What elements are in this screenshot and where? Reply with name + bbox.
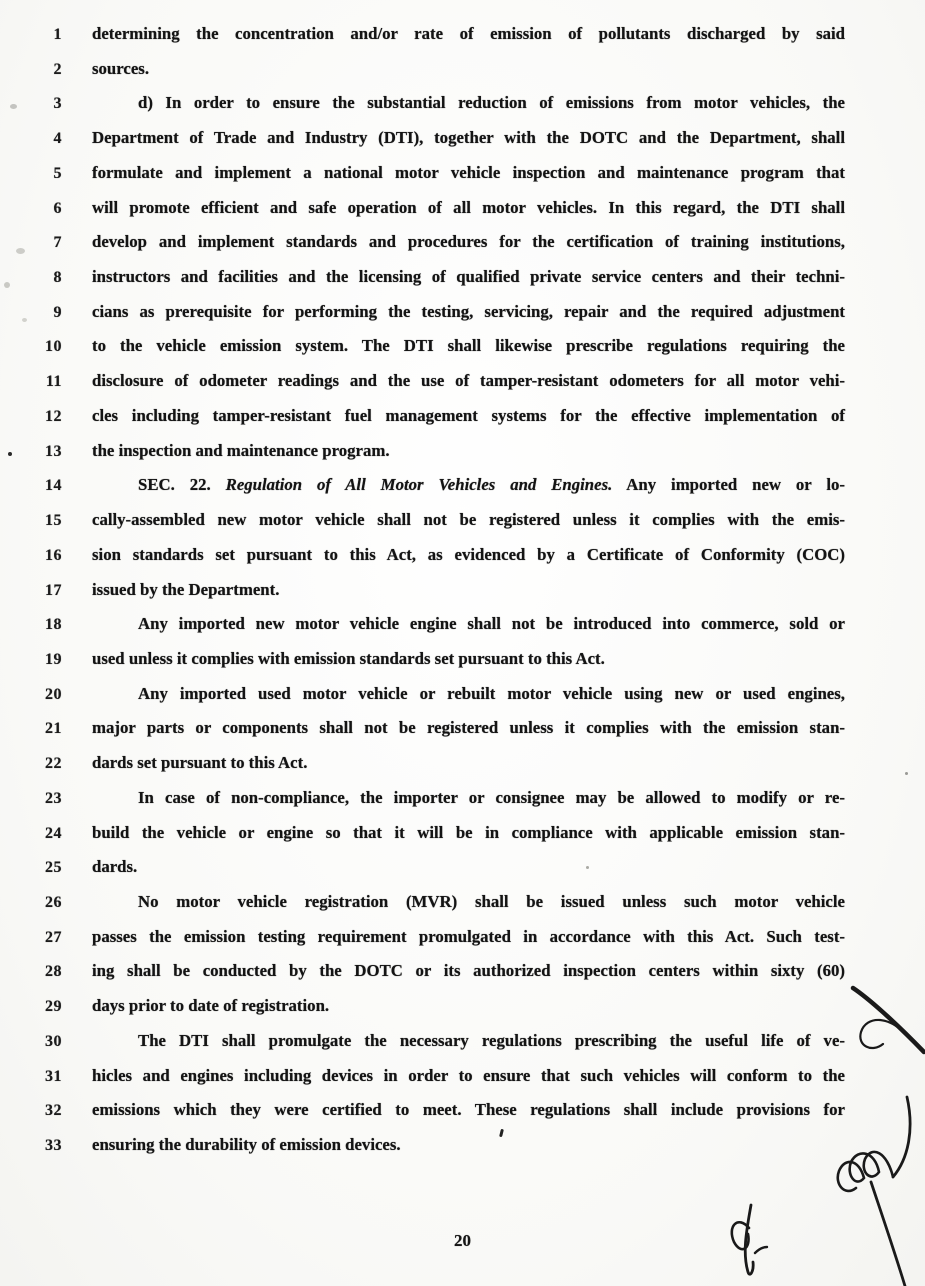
text-line [0, 59, 925, 94]
text-line [0, 545, 925, 580]
page-number: 20 [454, 1231, 471, 1250]
text-line [0, 24, 925, 59]
text-line [0, 406, 925, 441]
line-container [0, 24, 925, 1170]
line-number: 24 [45, 824, 62, 842]
line-number: 25 [45, 859, 62, 877]
line-text: emissions which they were certified to meet. These regulations shall include provisions for [92, 1100, 845, 1120]
line-text: disclosure of odometer readings and the use of tamper-resistant odometers for all motor vehi- [92, 371, 845, 391]
line-text-segment: SEC. 22. [138, 475, 226, 495]
line-text: d) In order to ensure the substantial reduction of emissions from motor vehicles, the [138, 93, 845, 113]
text-line [0, 1135, 925, 1170]
line-number: 18 [45, 616, 62, 634]
line-text: sources. [92, 58, 150, 78]
line-text: The DTI shall promulgate the necessary regulations prescribing the useful life of ve- [138, 1030, 845, 1050]
text-line [0, 580, 925, 615]
line-number: 29 [45, 998, 62, 1016]
line-text: passes the emission testing requirement promulgated in accordance with this Act. Such test- [92, 926, 845, 946]
text-line [0, 1066, 925, 1101]
line-number: 10 [45, 338, 62, 356]
text-line [0, 718, 925, 753]
line-number: 11 [45, 373, 62, 391]
text-line [0, 336, 925, 371]
text-line [0, 857, 925, 892]
line-number: 7 [53, 234, 62, 252]
line-number: 19 [45, 650, 62, 668]
line-text: days prior to date of registration. [92, 996, 330, 1016]
text-line [0, 267, 925, 302]
line-text: cles including tamper-resistant fuel management systems for the effective implementation of [92, 405, 845, 425]
line-text: will promote efficient and safe operation of all motor vehicles. In this regard, the DTI shall [92, 197, 845, 217]
line-number: 9 [53, 303, 62, 321]
text-line [0, 823, 925, 858]
line-number: 12 [45, 407, 62, 425]
text-line [0, 510, 925, 545]
line-text: Department of Trade and Industry (DTI), together with the DOTC and the Department, shall [92, 128, 845, 148]
line-text: develop and implement standards and procedures for the certification of training institutions, [92, 232, 845, 252]
text-line [0, 93, 925, 128]
line-text: ing shall be conducted by the DOTC or its authorized inspection centers within sixty (60) [92, 961, 845, 981]
line-number: 17 [45, 581, 62, 599]
line-number: 8 [53, 269, 62, 287]
text-line [0, 475, 925, 510]
text-line [0, 1100, 925, 1135]
line-text: dards set pursuant to this Act. [92, 753, 308, 773]
scan-speck [905, 772, 908, 775]
line-text: formulate and implement a national motor vehicle inspection and maintenance program that [92, 162, 845, 182]
text-line [0, 892, 925, 927]
line-text: hicles and engines including devices in order to ensure that such vehicles will conform to the [92, 1065, 845, 1085]
line-text: issued by the Department. [92, 579, 280, 599]
line-number: 31 [45, 1067, 62, 1085]
text-line [0, 649, 925, 684]
line-text: cians as prerequisite for performing the testing, servicing, repair and the required adjustment [92, 301, 845, 321]
text-line [0, 1031, 925, 1066]
line-number: 21 [45, 720, 62, 738]
line-text-segment: Any imported new or lo- [612, 475, 845, 495]
line-number: 16 [45, 546, 62, 564]
line-number: 1 [53, 26, 62, 43]
line-text: used unless it complies with emission standards set pursuant to this Act. [92, 648, 605, 668]
line-text: determining the concentration and/or rate of emission of pollutants discharged by said [92, 24, 845, 43]
line-number: 26 [45, 893, 62, 911]
line-number: 13 [45, 442, 62, 460]
text-line [0, 128, 925, 163]
text-line [0, 371, 925, 406]
scan-speck [586, 866, 589, 869]
text-line [0, 753, 925, 788]
section-title-italic: Regulation of All Motor Vehicles and Engines. [225, 475, 613, 495]
line-text: In case of non-compliance, the importer or consignee may be allowed to modify or re- [138, 787, 845, 807]
line-number: 6 [53, 199, 62, 217]
line-number: 33 [45, 1137, 62, 1154]
line-number: 4 [53, 130, 62, 148]
line-number: 30 [45, 1032, 62, 1050]
line-text: instructors and facilities and the licensing of qualified private service centers and their techni- [92, 267, 845, 287]
line-number: 15 [45, 512, 62, 530]
line-text: No motor vehicle registration (MVR) shall be issued unless such motor vehicle [138, 891, 845, 911]
line-text: ensuring the durability of emission devices. [92, 1135, 401, 1154]
line-text: the inspection and maintenance program. [92, 440, 390, 460]
line-number: 14 [45, 477, 62, 495]
line-number: 5 [53, 164, 62, 182]
text-line [0, 163, 925, 198]
line-text: Any imported new motor vehicle engine shall not be introduced into commerce, sold or [138, 614, 845, 634]
scan-speck [4, 282, 10, 288]
line-number: 3 [53, 95, 62, 113]
line-number: 20 [45, 685, 62, 703]
text-line [0, 232, 925, 267]
text-line [0, 198, 925, 233]
text-line [0, 927, 925, 962]
line-number: 22 [45, 755, 62, 773]
text-line [0, 614, 925, 649]
text-line [0, 684, 925, 719]
line-number: 23 [45, 789, 62, 807]
scan-speck [8, 452, 12, 456]
line-text: dards. [92, 857, 138, 877]
line-number: 2 [53, 60, 62, 78]
line-text: major parts or components shall not be registered unless it complies with the emission stan- [92, 718, 845, 738]
line-text: build the vehicle or engine so that it will be in compliance with applicable emission stan- [92, 822, 845, 842]
scan-speck [10, 104, 17, 109]
line-number: 27 [45, 928, 62, 946]
line-number: 32 [45, 1102, 62, 1120]
text-line [0, 961, 925, 996]
line-text: sion standards set pursuant to this Act, as evidenced by a Certificate of Conformity (COC) [92, 544, 845, 564]
line-number: 28 [45, 963, 62, 981]
text-line [0, 441, 925, 476]
line-text [92, 475, 845, 495]
text-line [0, 302, 925, 337]
line-text: Any imported used motor vehicle or rebuilt motor vehicle using new or used engines, [138, 683, 845, 703]
scan-speck [22, 318, 27, 322]
line-text: to the vehicle emission system. The DTI shall likewise prescribe regulations requiring the [92, 336, 845, 356]
text-line [0, 788, 925, 823]
text-line [0, 996, 925, 1031]
scan-speck [16, 248, 25, 254]
line-text: cally-assembled new motor vehicle shall not be registered unless it complies with the emis- [92, 510, 845, 530]
